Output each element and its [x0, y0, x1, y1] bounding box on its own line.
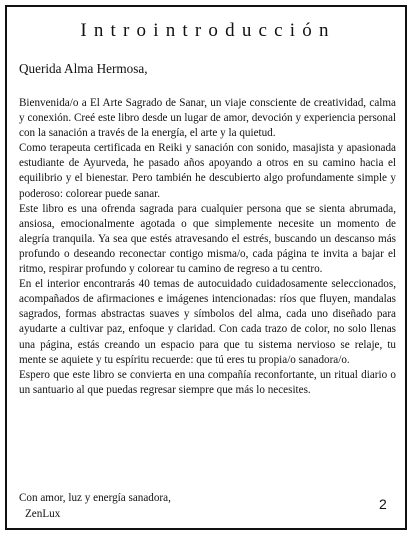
paragraph-welcome: Bienvenida/o a El Arte Sagrado de Sanar, un viaje consciente de creatividad, calma y conexión. Creé este libro desde un lugar de amor, devoción y experiencia personal con la sanación a través de la energía, el arte y la quietud.: [19, 97, 396, 140]
paragraph-therapist: Como terapeuta certificada en Reiki y sanación con sonido, masajista y apasionada estudiante de Ayurveda, he pasado años apoyando a otros en su camino hacia el equilibrio y el bienestar. Pero también he descubierto algo profundamente simple y poderoso: colorear puede sanar.: [19, 142, 396, 200]
page-number: 2: [379, 496, 387, 512]
body-text: [19, 96, 396, 398]
paragraph-contents: En el interior encontrarás 40 temas de autocuidado cuidadosamente seleccionados, acompañados de afirmaciones e imágenes intencionadas: ríos que fluyen, mandalas sagrados, formas abstractas suaves y símbolos del alma, cada uno diseñado para ayudarte a cultivar paz, enfoque y claridad. Con cada trazo de color, no solo llenas una página, estás creando un espacio para que tu sistema nervioso se relaje, tu mente se aquiete y tu espíritu recuerde: que tú eres tu propia/o sanadora/o.: [19, 278, 396, 366]
paragraph-hope: Espero que este libro se convierta en una compañía reconfortante, un ritual diario o un santuario al que puedas regresar siempre que más lo necesites.: [19, 368, 396, 396]
signature: ZenLux: [25, 508, 61, 520]
page-title: Introintroducción: [80, 20, 336, 41]
greeting: Querida Alma Hermosa,: [19, 61, 148, 76]
signoff: Con amor, luz y energía sanadora,: [19, 492, 171, 504]
paragraph-offering: Este libro es una ofrenda sagrada para cualquier persona que se sienta abrumada, ansiosa, emocionalmente agotada o que simplemente necesite un momento de alegría tranquila. Ya sea que estés atravesando el estrés, buscando un descanso más profundo o deseando reconectar contigo misma/o, cada página te invita a bajar el ritmo, respirar profundo y colorear tu camino de regreso a tu centro.: [19, 202, 396, 276]
